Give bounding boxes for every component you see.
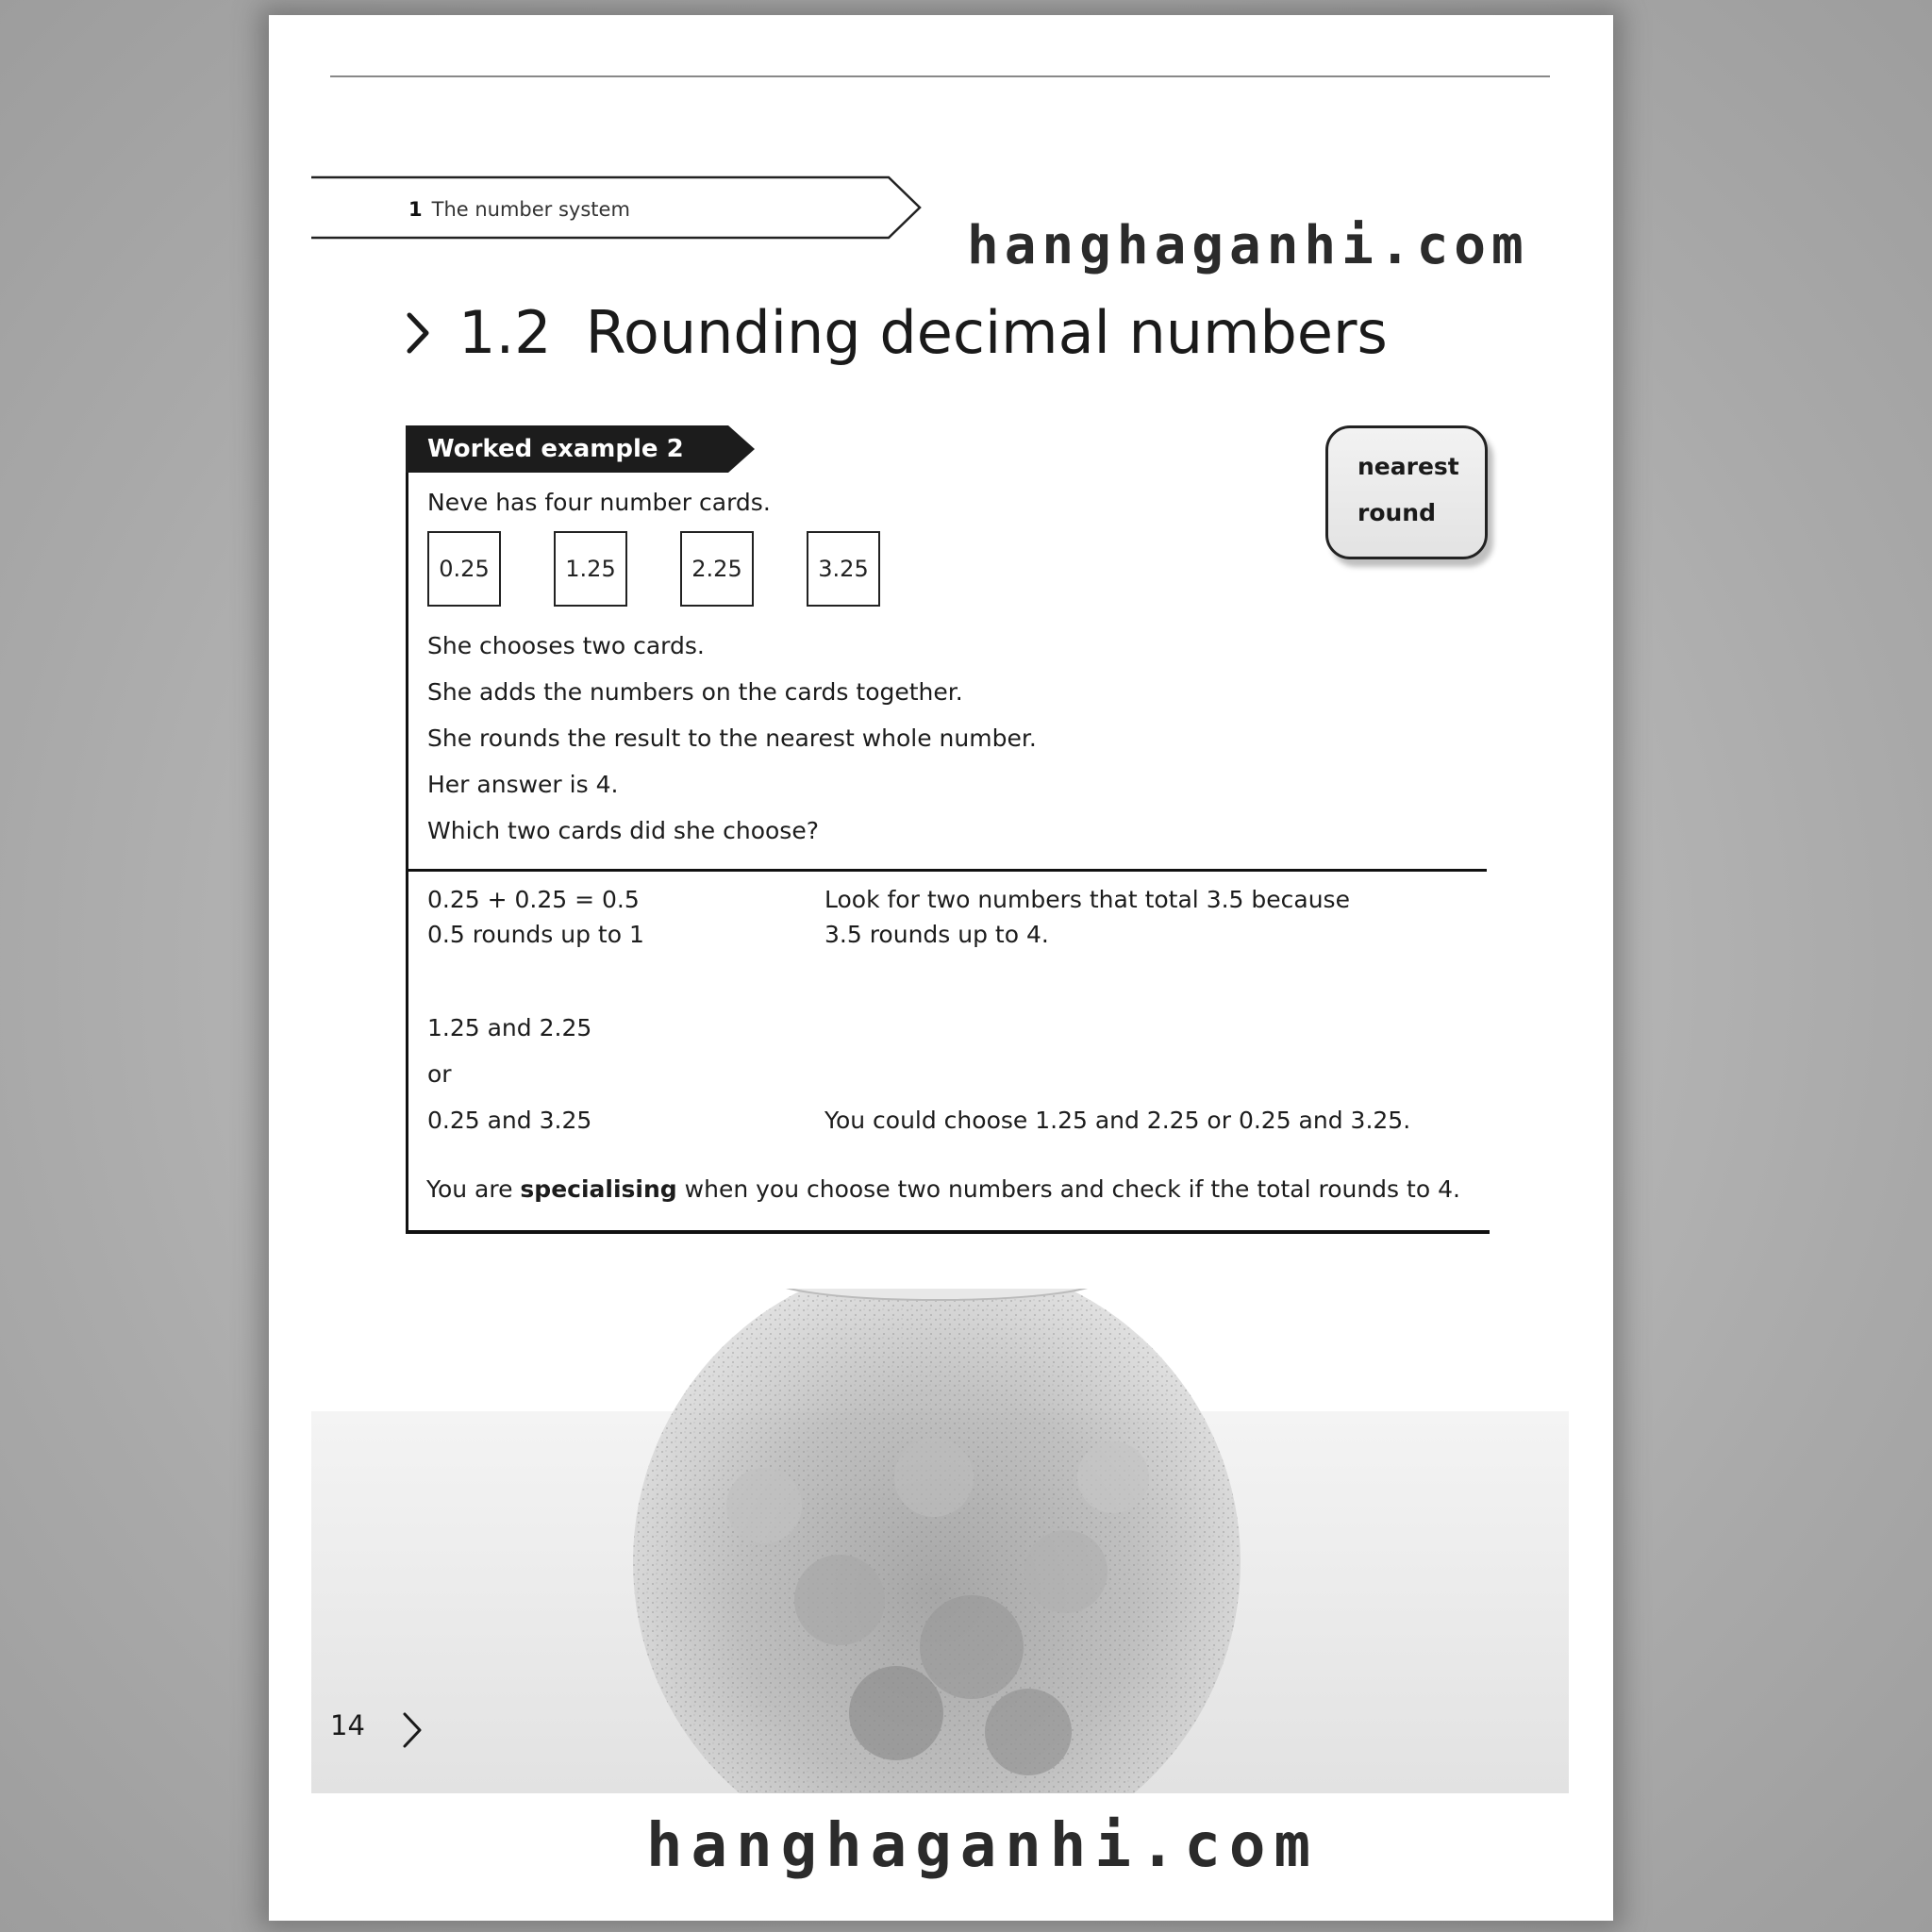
number-card: 1.25 [554,531,627,607]
chapter-label [408,198,630,221]
section-number: 1.2 [458,298,552,367]
fishbowl-illustration [311,1289,1569,1793]
answer-note: You could choose 1.25 and 2.25 or 0.25 and 3.25. [824,1107,1411,1134]
question-line: She chooses two cards. [427,632,705,659]
textbook-page [269,15,1613,1921]
question-line: She rounds the result to the nearest whole number. [427,724,1037,752]
answer-option: 1.25 and 2.25 [427,1014,592,1041]
number-card: 2.25 [680,531,754,607]
specialising-note [426,1175,1460,1203]
page-chevron [401,1711,424,1753]
page-number: 14 [330,1709,365,1741]
section-heading: Rounding decimal numbers [585,298,1388,367]
question-line: Her answer is 4. [427,771,619,798]
answer-option: 0.25 and 3.25 [427,1107,592,1134]
section-title [404,298,1388,367]
example-intro: Neve has four number cards. [427,489,771,516]
watermark-top: hanghaganhi.com [967,215,1529,276]
working-left: 0.25 + 0.25 = 0.5 [427,886,640,913]
specialising-term: specialising [520,1175,677,1203]
answer-divider [408,869,1487,872]
question-line: She adds the numbers on the cards together. [427,678,963,706]
question-line: Which two cards did she choose? [427,817,819,844]
specialising-note-start: You are [426,1175,521,1203]
fishbowl-photo [311,1289,1569,1793]
number-card: 0.25 [427,531,501,607]
chevron-right-icon [401,1711,424,1749]
watermark-bottom: hanghaganhi.com [646,1811,1319,1881]
working-note: 3.5 rounds up to 4. [824,921,1049,948]
chevron-right-icon [404,311,432,355]
top-rule [330,75,1550,77]
working-left: 0.5 rounds up to 1 [427,921,644,948]
keyword: nearest [1357,453,1459,480]
keyword: round [1357,499,1436,526]
number-card: 3.25 [807,531,880,607]
keywords-box [1325,425,1488,559]
working-note: Look for two numbers that total 3.5 because [824,886,1350,913]
answer-or: or [427,1060,452,1088]
chapter-number: 1 [408,198,423,221]
worked-example-label: Worked example 2 [427,435,684,463]
chapter-title: The number system [431,198,630,221]
specialising-note-end: when you choose two numbers and check if the total rounds to 4. [676,1175,1460,1203]
